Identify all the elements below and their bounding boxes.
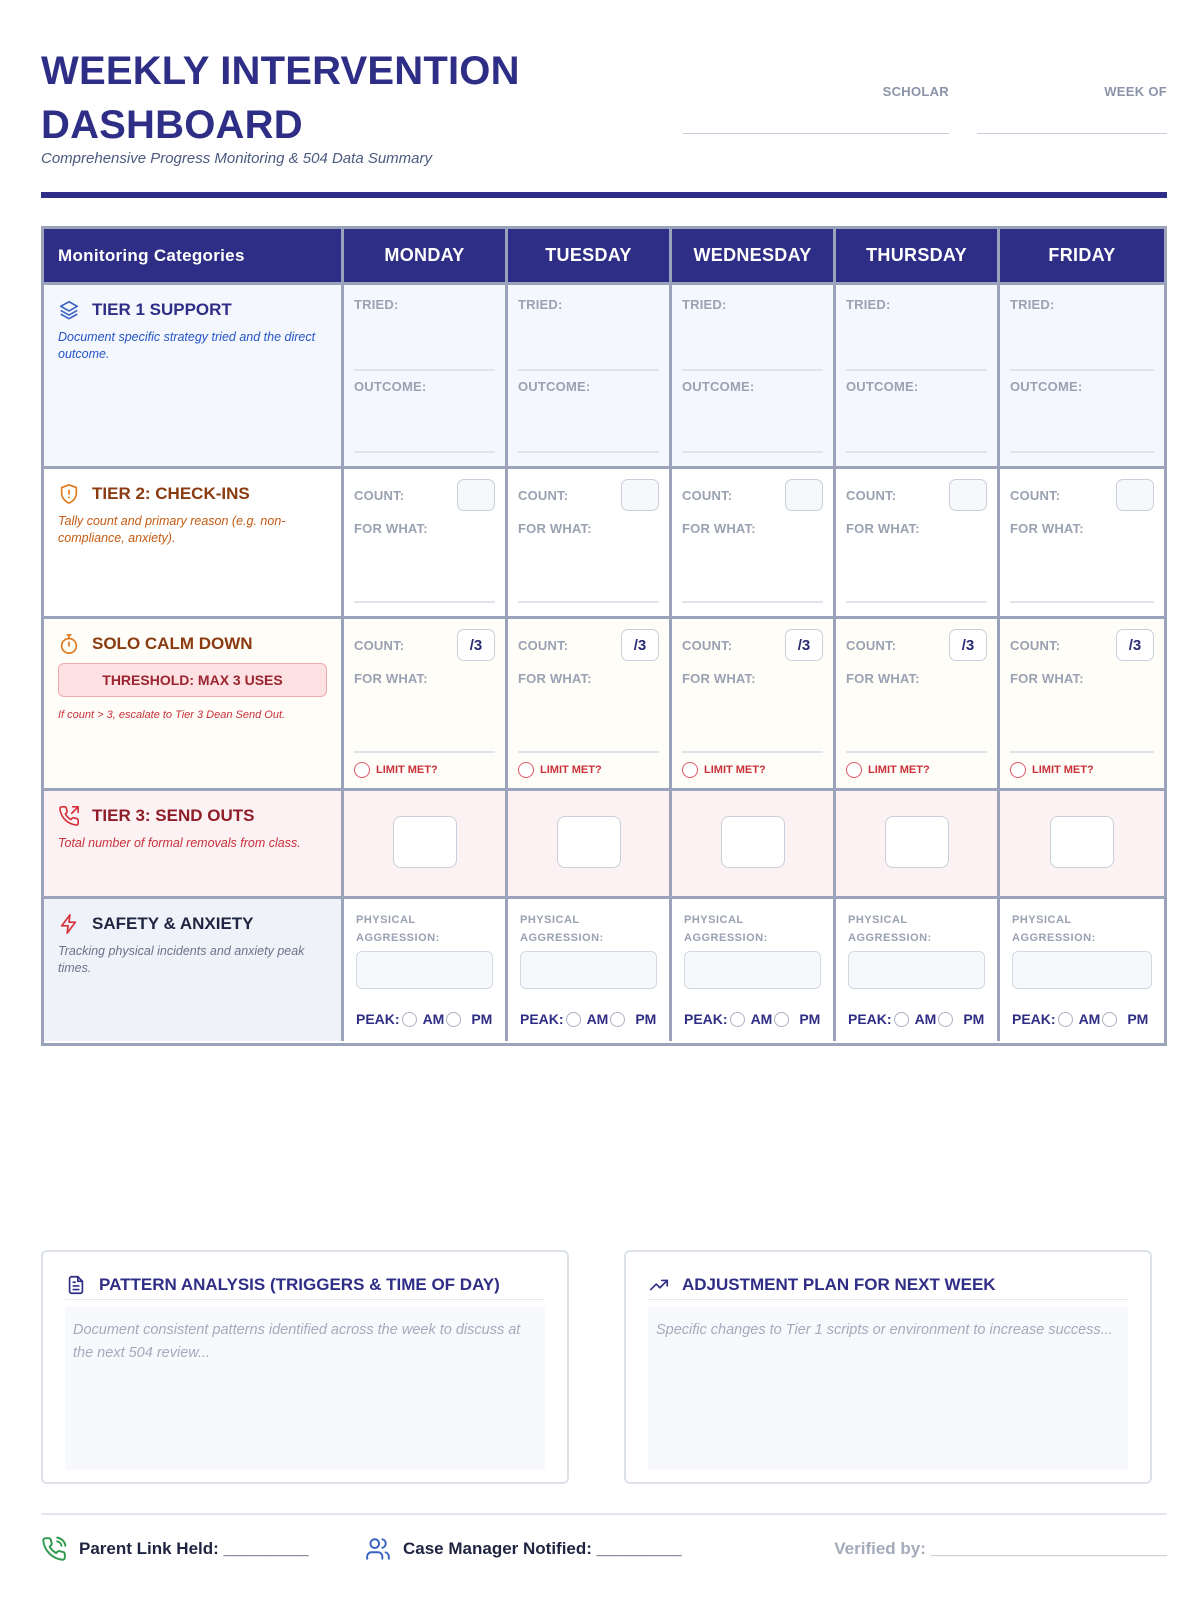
label-line-2: AGGRESSION: (1012, 932, 1096, 944)
tier1-title: TIER 1 SUPPORT (92, 300, 232, 319)
tier1-category-header (58, 299, 327, 321)
aggression-input[interactable] (1012, 951, 1152, 989)
tier2-title: TIER 2: CHECK-INS (92, 484, 250, 503)
tried-line (1010, 369, 1154, 371)
radio-circle-icon (354, 762, 370, 778)
day-header-monday: MONDAY (344, 229, 508, 285)
tier2-category-header (58, 483, 327, 505)
for-what-label: FOR WHAT: (1010, 521, 1084, 536)
for-what-line (682, 601, 823, 603)
outcome-line (354, 451, 495, 453)
adjustment-plan-panel (624, 1250, 1152, 1484)
count-label: COUNT: (1010, 638, 1061, 653)
tier3-cell-wednesday (672, 791, 836, 899)
tier2-cell-thursday[interactable] (836, 469, 1000, 619)
tier3-cell-monday (344, 791, 508, 899)
label-line-1: PHYSICAL (848, 914, 908, 926)
for-what-label: FOR WHAT: (846, 671, 920, 686)
for-what-line (354, 751, 495, 753)
title-line-2: DASHBOARD (41, 103, 303, 147)
physical-aggression-label (684, 911, 768, 947)
aggression-input[interactable] (520, 951, 657, 989)
count-label: COUNT: (354, 488, 405, 503)
pm-label: PM (635, 1011, 657, 1027)
pm-radio[interactable] (938, 1012, 953, 1027)
count-label: COUNT: (1010, 488, 1061, 503)
outcome-label: OUTCOME: (1010, 379, 1083, 394)
pattern-analysis-panel (41, 1250, 569, 1484)
page-header (41, 44, 1167, 199)
pattern-analysis-title: PATTERN ANALYSIS (TRIGGERS & TIME OF DAY) (99, 1274, 500, 1294)
tier1-cell-friday[interactable] (1000, 285, 1164, 469)
case-manager-field[interactable] (365, 1532, 682, 1566)
day-header-friday: FRIDAY (1000, 229, 1164, 285)
case-manager-label: Case Manager Notified: _________ (403, 1539, 682, 1558)
day-header-tuesday: TUESDAY (508, 229, 672, 285)
am-radio[interactable] (566, 1012, 581, 1027)
physical-aggression-label (520, 911, 604, 947)
solo-cell-wednesday[interactable] (672, 619, 836, 791)
aggression-input[interactable] (684, 951, 821, 989)
week-of-label: WEEK OF (1104, 84, 1167, 99)
count-label: COUNT: (846, 638, 897, 653)
safety-category-header (58, 913, 327, 935)
day-header-thursday: THURSDAY (836, 229, 1000, 285)
safety-cell-friday (1000, 899, 1164, 1041)
solo-cell-tuesday[interactable] (508, 619, 672, 791)
count-input[interactable] (949, 479, 987, 511)
count-max-input[interactable]: /3 (621, 629, 659, 661)
adjustment-plan-title: ADJUSTMENT PLAN FOR NEXT WEEK (682, 1274, 996, 1294)
for-what-line (354, 601, 495, 603)
peak-label: PEAK: (1012, 1011, 1056, 1027)
send-out-count-input[interactable] (721, 816, 785, 868)
tried-line (518, 369, 659, 371)
safety-cell-wednesday (672, 899, 836, 1041)
tier3-category (44, 791, 344, 899)
peak-label: PEAK: (684, 1011, 728, 1027)
outcome-label: OUTCOME: (682, 379, 755, 394)
am-radio[interactable] (1058, 1012, 1073, 1027)
solo-cell-thursday[interactable] (836, 619, 1000, 791)
peak-time-selector (684, 1011, 823, 1027)
safety-category (44, 899, 344, 1041)
tier1-description: Document specific strategy tried and the direct outcome. (58, 330, 316, 361)
pattern-analysis-input[interactable]: Document consistent patterns identified across the week to discuss at the next 504 review... (65, 1307, 545, 1470)
outcome-label: OUTCOME: (518, 379, 591, 394)
count-max-input[interactable]: /3 (1116, 629, 1154, 661)
pattern-analysis-header (65, 1270, 545, 1300)
tier1-cell-thursday[interactable] (836, 285, 1000, 469)
outcome-line (518, 451, 659, 453)
for-what-line (682, 751, 823, 753)
adjustment-plan-input[interactable]: Specific changes to Tier 1 scripts or environment to increase success... (648, 1307, 1128, 1470)
document-icon (65, 1274, 87, 1296)
for-what-line (518, 601, 659, 603)
label-line-2: AGGRESSION: (848, 932, 932, 944)
tier3-cell-tuesday (508, 791, 672, 899)
send-out-count-input[interactable] (393, 816, 457, 868)
page-subtitle: Comprehensive Progress Monitoring & 504 Data Summary (41, 150, 433, 167)
limit-met-label: LIMIT MET? (1032, 764, 1094, 776)
tried-label: TRIED: (518, 297, 563, 312)
for-what-label: FOR WHAT: (846, 521, 920, 536)
users-icon (365, 1536, 391, 1562)
tried-line (682, 369, 823, 371)
escalation-note: If count > 3, escalate to Tier 3 Dean Send Out. (58, 709, 286, 721)
peak-time-selector (848, 1011, 987, 1027)
tier3-cell-friday (1000, 791, 1164, 899)
pm-label: PM (471, 1011, 493, 1027)
for-what-label: FOR WHAT: (682, 521, 756, 536)
peak-time-selector (356, 1011, 495, 1027)
count-label: COUNT: (846, 488, 897, 503)
solo-cell-friday[interactable] (1000, 619, 1164, 791)
outcome-line (682, 451, 823, 453)
count-label: COUNT: (682, 488, 733, 503)
solo-category (44, 619, 344, 791)
for-what-line (846, 751, 987, 753)
tier2-cell-wednesday[interactable] (672, 469, 836, 619)
count-label: COUNT: (518, 488, 569, 503)
tier2-category (44, 469, 344, 619)
for-what-label: FOR WHAT: (518, 521, 592, 536)
aggression-input[interactable] (356, 951, 493, 989)
tier1-cell-tuesday[interactable] (508, 285, 672, 469)
outcome-label: OUTCOME: (846, 379, 919, 394)
tried-label: TRIED: (354, 297, 399, 312)
tier3-cell-thursday (836, 791, 1000, 899)
count-input[interactable] (621, 479, 659, 511)
label-line-2: AGGRESSION: (356, 932, 440, 944)
safety-cell-tuesday (508, 899, 672, 1041)
send-out-count-input[interactable] (1050, 816, 1114, 868)
day-header-wednesday: WEDNESDAY (672, 229, 836, 285)
label-line-1: PHYSICAL (684, 914, 744, 926)
title-line-1: WEEKLY INTERVENTION (41, 49, 520, 93)
count-max-input[interactable]: /3 (785, 629, 823, 661)
tried-line (354, 369, 495, 371)
count-label: COUNT: (682, 638, 733, 653)
adjustment-plan-header (648, 1270, 1128, 1300)
tier3-category-header (58, 805, 327, 827)
for-what-label: FOR WHAT: (354, 671, 428, 686)
tier3-title: TIER 3: SEND OUTS (92, 806, 255, 825)
am-label: AM (750, 1011, 773, 1027)
threshold-badge: THRESHOLD: MAX 3 USES (58, 663, 327, 697)
limit-met-checkbox[interactable] (682, 762, 766, 778)
outcome-label: OUTCOME: (354, 379, 427, 394)
tier1-cell-monday[interactable] (344, 285, 508, 469)
count-input[interactable] (457, 479, 495, 511)
peak-time-selector (1012, 1011, 1154, 1027)
tried-label: TRIED: (846, 297, 891, 312)
for-what-line (518, 751, 659, 753)
scholar-field[interactable] (683, 84, 949, 134)
pm-label: PM (963, 1011, 985, 1027)
limit-met-checkbox[interactable] (518, 762, 602, 778)
lightning-icon (58, 913, 80, 935)
pm-radio[interactable] (610, 1012, 625, 1027)
tier2-description: Tally count and primary reason (e.g. non-compliance, anxiety). (58, 514, 286, 545)
count-input[interactable] (1116, 479, 1154, 511)
count-label: COUNT: (354, 638, 405, 653)
tier2-cell-tuesday[interactable] (508, 469, 672, 619)
am-radio[interactable] (894, 1012, 909, 1027)
am-label: AM (914, 1011, 937, 1027)
for-what-label: FOR WHAT: (354, 521, 428, 536)
safety-description: Tracking physical incidents and anxiety peak times. (58, 944, 305, 975)
monitoring-grid (41, 226, 1167, 1046)
label-line-1: PHYSICAL (356, 914, 416, 926)
safety-title: SAFETY & ANXIETY (92, 914, 254, 933)
pm-radio[interactable] (774, 1012, 789, 1027)
tried-label: TRIED: (1010, 297, 1055, 312)
tried-line (846, 369, 987, 371)
parent-link-label: Parent Link Held: _________ (79, 1539, 309, 1558)
limit-met-checkbox[interactable] (1010, 762, 1094, 778)
page-title (41, 44, 601, 152)
label-line-2: AGGRESSION: (520, 932, 604, 944)
tier2-cell-monday[interactable] (344, 469, 508, 619)
count-label: COUNT: (518, 638, 569, 653)
send-out-count-input[interactable] (557, 816, 621, 868)
tier2-cell-friday[interactable] (1000, 469, 1164, 619)
for-what-line (1010, 751, 1154, 753)
outcome-line (1010, 451, 1154, 453)
am-radio[interactable] (402, 1012, 417, 1027)
verified-by-field[interactable] (834, 1532, 1167, 1566)
for-what-label: FOR WHAT: (518, 671, 592, 686)
peak-label: PEAK: (848, 1011, 892, 1027)
tier3-description: Total number of formal removals from class. (58, 836, 301, 850)
footer-divider (41, 1513, 1167, 1515)
timer-icon (58, 633, 80, 655)
tier1-category (44, 285, 344, 469)
count-max-input[interactable]: /3 (949, 629, 987, 661)
tried-label: TRIED: (682, 297, 727, 312)
header-divider (41, 192, 1167, 198)
pm-radio[interactable] (446, 1012, 461, 1027)
solo-cell-monday[interactable] (344, 619, 508, 791)
grid-header-categories: Monitoring Categories (44, 229, 344, 285)
scholar-label: SCHOLAR (882, 84, 949, 99)
for-what-label: FOR WHAT: (682, 671, 756, 686)
limit-met-label: LIMIT MET? (376, 764, 438, 776)
am-radio[interactable] (730, 1012, 745, 1027)
count-input[interactable] (785, 479, 823, 511)
week-of-field[interactable] (977, 84, 1167, 134)
physical-aggression-label (1012, 911, 1096, 947)
phone-call-icon (41, 1536, 67, 1562)
peak-label: PEAK: (356, 1011, 400, 1027)
label-line-1: PHYSICAL (520, 914, 580, 926)
solo-category-header (58, 633, 327, 655)
parent-link-field[interactable] (41, 1532, 309, 1566)
page-footer (41, 1532, 1167, 1572)
peak-time-selector (520, 1011, 659, 1027)
safety-cell-thursday (836, 899, 1000, 1041)
for-what-label: FOR WHAT: (1010, 671, 1084, 686)
radio-circle-icon (1010, 762, 1026, 778)
label-line-2: AGGRESSION: (684, 932, 768, 944)
radio-circle-icon (846, 762, 862, 778)
send-out-count-input[interactable] (885, 816, 949, 868)
solo-title: SOLO CALM DOWN (92, 634, 253, 653)
pm-label: PM (1127, 1011, 1149, 1027)
label-line-1: PHYSICAL (1012, 914, 1072, 926)
radio-circle-icon (518, 762, 534, 778)
aggression-input[interactable] (848, 951, 985, 989)
radio-circle-icon (682, 762, 698, 778)
pm-radio[interactable] (1102, 1012, 1117, 1027)
safety-cell-monday (344, 899, 508, 1041)
shield-alert-icon (58, 483, 80, 505)
physical-aggression-label (848, 911, 932, 947)
limit-met-label: LIMIT MET? (868, 764, 930, 776)
count-max-input[interactable]: /3 (457, 629, 495, 661)
for-what-line (1010, 601, 1154, 603)
verified-by-label: Verified by: _________________________ (834, 1539, 1167, 1558)
am-label: AM (586, 1011, 609, 1027)
limit-met-label: LIMIT MET? (704, 764, 766, 776)
for-what-line (846, 601, 987, 603)
am-label: AM (1078, 1011, 1101, 1027)
outcome-line (846, 451, 987, 453)
trending-up-icon (648, 1274, 670, 1296)
limit-met-label: LIMIT MET? (540, 764, 602, 776)
tier1-cell-wednesday[interactable] (672, 285, 836, 469)
layers-icon (58, 299, 80, 321)
limit-met-checkbox[interactable] (846, 762, 930, 778)
peak-label: PEAK: (520, 1011, 564, 1027)
physical-aggression-label (356, 911, 440, 947)
am-label: AM (422, 1011, 445, 1027)
phone-outgoing-icon (58, 805, 80, 827)
pm-label: PM (799, 1011, 821, 1027)
limit-met-checkbox[interactable] (354, 762, 438, 778)
